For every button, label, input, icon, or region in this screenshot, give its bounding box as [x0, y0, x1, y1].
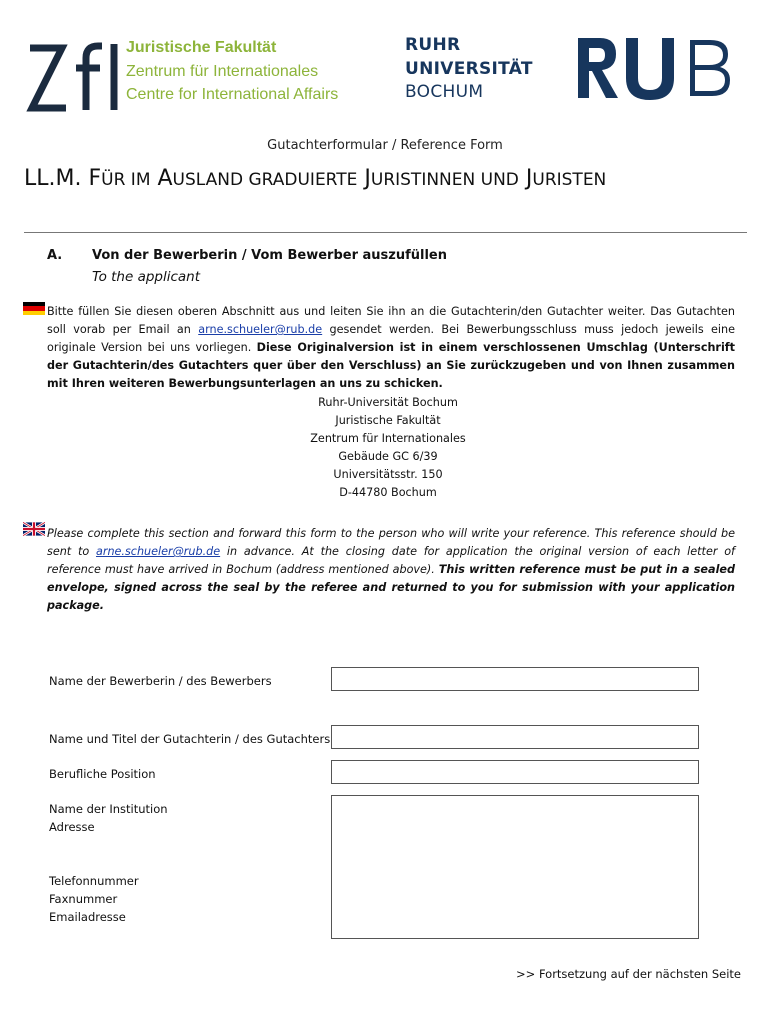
zfi-line-center-en: Centre for International Affairs: [126, 86, 339, 103]
section-subheading: To the applicant: [92, 269, 201, 285]
zfi-line-faculty: Juristische Fakultät: [126, 39, 277, 56]
email-label: Emailadresse: [49, 910, 126, 924]
university-line-3: BOCHUM: [405, 82, 484, 102]
applicant-name-label: Name der Bewerberin / des Bewerbers: [49, 674, 272, 688]
address-line: D-44780 Bochum: [339, 486, 437, 499]
english-instructions: Please complete this section and forward this form to the person who will write your reference. This reference should be sent to arne.schueler@rub.de in advance. At the closing date for application the original version of each letter of reference must have arrived in Bochum (address mentioned above). This written reference must be put in a sealed envelope, signed across the seal by the referee and returned to you for submission with your application package.: [47, 527, 735, 612]
email-link-de[interactable]: arne.schueler@rub.de: [198, 323, 323, 336]
mailing-address: [200, 394, 576, 502]
section-heading: Von der Bewerberin / Vom Bewerber auszufüllen: [92, 248, 447, 263]
zfi-line-center-de: Zentrum für Internationales: [126, 62, 319, 80]
form-subtitle: Gutachterformular / Reference Form: [267, 138, 503, 153]
university-line-2: UNIVERSITÄT: [405, 58, 533, 79]
rub-logo: [574, 34, 738, 100]
address-line: Zentrum für Internationales: [310, 432, 466, 445]
phone-label: Telefonnummer: [49, 874, 139, 888]
german-instructions: Bitte füllen Sie diesen oberen Abschnitt aus und leiten Sie ihn an die Gutachterin/den Gutachter weiter. Das Gutachten soll vorab per Email an arne.schueler@rub.de gesendet werden. Bei Bewerbungsschluss muss jedoch jeweils eine originale Version bei uns vorliegen. Diese Originalversion ist in einem verschlossenen Umschlag (Unterschrift der Gutachterin/des Gutachters quer über den Verschluss) an Sie zurückzugeben und von Ihnen zusammen mit Ihren weiteren Bewerbungsunterlagen an uns zu schicken.: [47, 305, 736, 390]
form-title: LL.M. FÜR IM AUSLAND GRADUIERTE JURISTINNEN UND JURISTEN: [24, 166, 607, 191]
uk-flag-icon: [23, 522, 45, 536]
position-label: Berufliche Position: [49, 767, 156, 781]
zfi-logo: [26, 40, 122, 116]
continuation-note: >> Fortsetzung auf der nächsten Seite: [516, 967, 741, 981]
university-line-1: RUHR: [405, 35, 461, 55]
referee-contact-field[interactable]: [331, 795, 699, 939]
referee-name-field[interactable]: [331, 725, 699, 749]
address-line: Universitätsstr. 150: [333, 468, 443, 481]
title-divider: [24, 232, 747, 233]
address-line: Juristische Fakultät: [335, 414, 441, 427]
fax-label: Faxnummer: [49, 892, 118, 906]
position-field[interactable]: [331, 760, 699, 784]
section-letter: A.: [47, 248, 63, 263]
email-link-en[interactable]: arne.schueler@rub.de: [95, 545, 221, 558]
address-line: Gebäude GC 6/39: [338, 450, 438, 463]
university-name: [405, 34, 533, 105]
applicant-name-field[interactable]: [331, 667, 699, 691]
address-line: Ruhr-Universität Bochum: [318, 396, 458, 409]
referee-name-label: Name und Titel der Gutachterin / des Gutachters: [49, 732, 331, 746]
address-label: Adresse: [49, 820, 95, 834]
institution-label: Name der Institution: [49, 802, 168, 816]
german-flag-icon: [23, 302, 45, 315]
zfi-department-text: [126, 36, 338, 107]
